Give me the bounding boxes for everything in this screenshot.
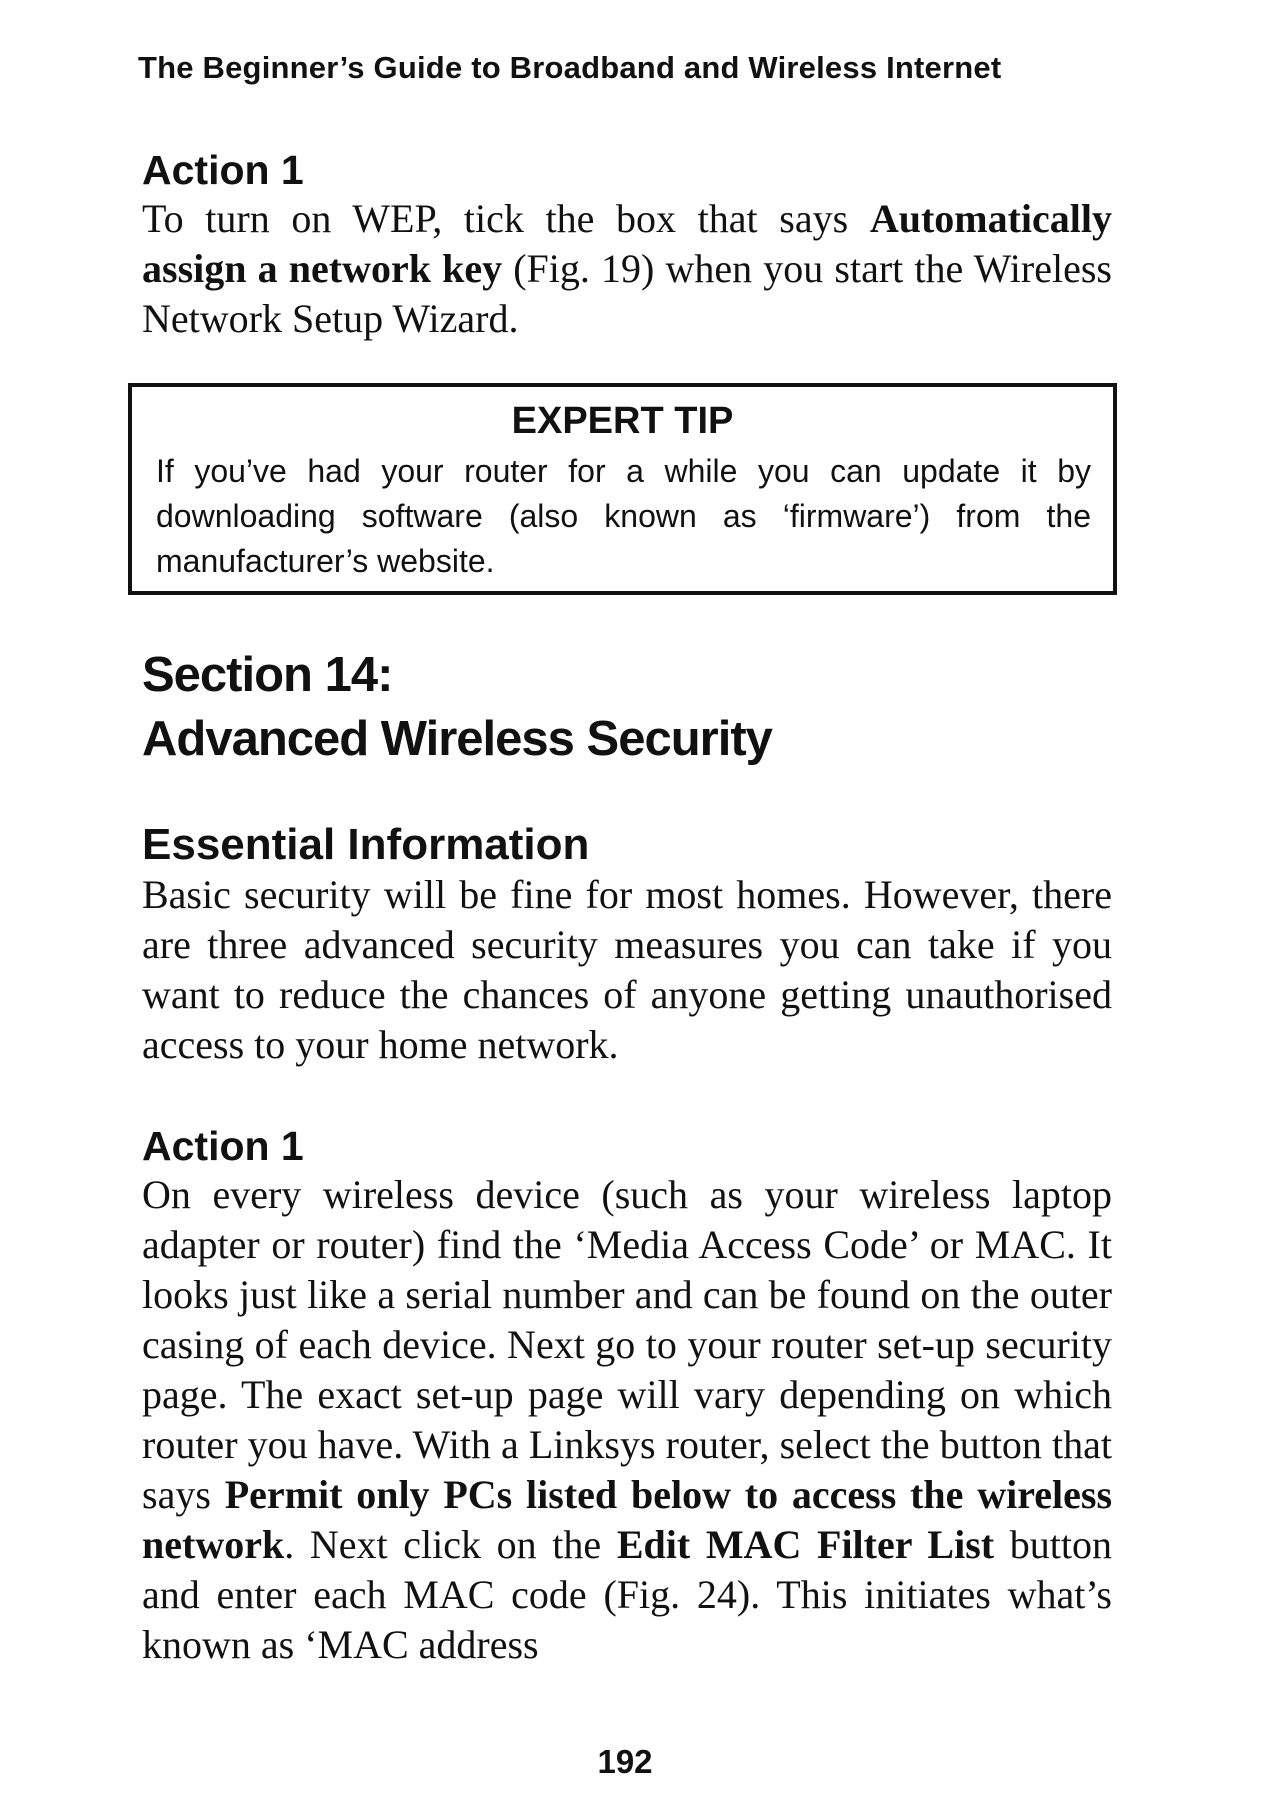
action-block-top — [142, 146, 1112, 344]
action-text-part: On every wireless device (such as your wireless laptop adapter or router) find the ‘Media Access Code’ or MAC. It looks just like a serial number and can be found on the outer casing of each device. Next go to your router set-up security page. The exact set-up page will vary depending on which router you have. With a Linksys router, select the button that says — [142, 1172, 1112, 1517]
action-heading: Action 1 — [142, 147, 304, 193]
action-text-part: (Fig. 19) when you start the Wireless Network Setup Wizard. — [142, 246, 1112, 341]
action-heading: Action 1 — [142, 1123, 304, 1169]
essential-block — [142, 820, 1112, 1070]
section-title-line-2: Advanced Wireless Security — [142, 712, 772, 766]
action-text-part: button and enter each MAC code (Fig. 24). This initiates what’s known as ‘MAC address — [142, 1522, 1112, 1667]
expert-tip-text: If you’ve had your router for a while you can update it by downloading software (also known as ‘firmware’) from the manufacturer’s website. — [156, 453, 1091, 579]
section-header — [142, 643, 1112, 771]
expert-tip-title: EXPERT TIP — [511, 400, 734, 442]
essential-paragraph: Basic security will be fine for most homes. However, there are three advanced security measures you can take if you want to reduce the chances of anyone getting unauthorised access to your home network. — [142, 872, 1112, 1067]
running-head: The Beginner’s Guide to Broadband and Wireless Internet — [138, 50, 1002, 85]
action-paragraph — [142, 194, 1112, 344]
essential-heading: Essential Information — [142, 820, 590, 869]
expert-tip-box — [128, 383, 1117, 595]
action-text-part: To turn on WEP, tick the box that says — [142, 196, 870, 241]
action-text-part: . Next click on the — [284, 1522, 617, 1567]
action-bold-part: Edit MAC Filter List — [616, 1522, 995, 1567]
page-number: 192 — [597, 1743, 653, 1780]
action-bold-part: Automatically assign a network key — [142, 196, 1112, 291]
section-title-line-1: Section 14: — [142, 648, 393, 702]
action-paragraph — [142, 1170, 1112, 1670]
action-bold-part: Permit only PCs listed below to access the wireless network — [142, 1472, 1113, 1567]
action-block-bottom — [142, 1122, 1112, 1670]
